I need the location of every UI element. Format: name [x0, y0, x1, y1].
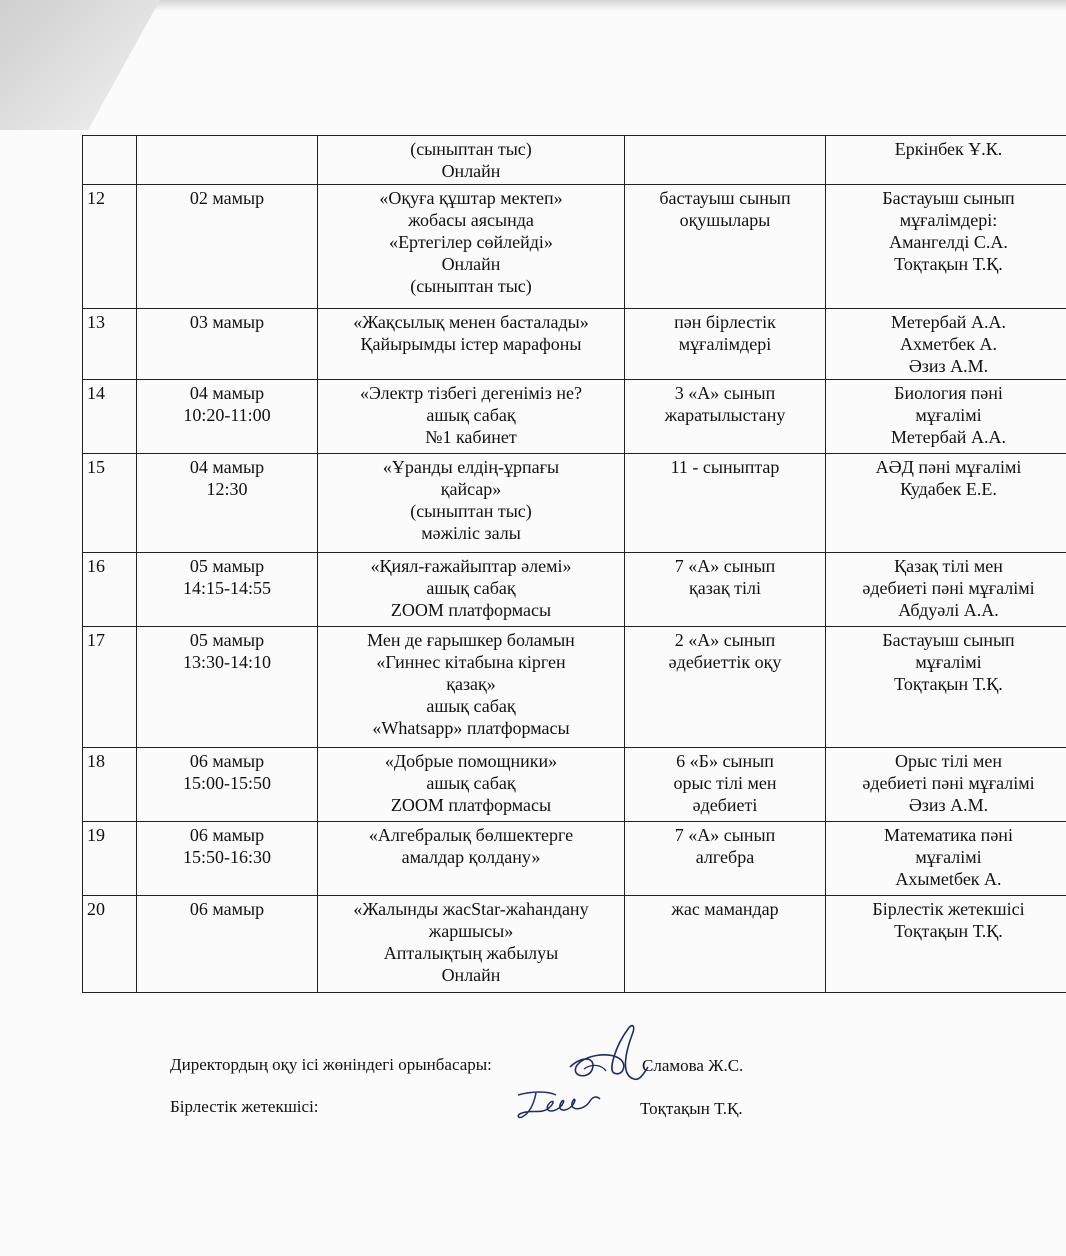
- event-responsible-line: Әзиз А.М.: [908, 356, 989, 376]
- event-responsible-line: АӘД пәні мұғалімі: [875, 457, 1022, 477]
- event-participants: [625, 822, 826, 896]
- event-title-line: қазақ»: [446, 674, 496, 694]
- deputy-name: Сламова Ж.С.: [642, 1056, 744, 1075]
- row-number: [83, 454, 137, 553]
- event-responsible-line: Ахымetбек А.: [895, 869, 1002, 889]
- event-responsible: [826, 136, 1066, 185]
- event-responsible-line: Тоқтақын Т.Қ.: [894, 921, 1003, 941]
- event-participants-line: оқушылары: [679, 210, 771, 230]
- event-title-line: Апталықтың жабылуы: [383, 943, 559, 963]
- event-date: [137, 309, 318, 380]
- event-participants: [625, 380, 826, 454]
- head-signature: [512, 1085, 607, 1125]
- event-title-line: ашық сабақ: [426, 578, 516, 598]
- event-participants: [625, 185, 826, 309]
- event-responsible-line: Метербай А.А.: [891, 427, 1006, 447]
- event-title-line: №1 кабинет: [425, 427, 517, 447]
- event-participants-line: 3 «А» сынып: [674, 383, 776, 403]
- event-date: [137, 553, 318, 627]
- event-date-line: 05 мамыр: [189, 556, 265, 576]
- event-participants-line: қазақ тілі: [689, 578, 761, 598]
- scan-edge-shadow: [0, 0, 1066, 10]
- event-responsible-line: әдебиеті пәні мұғалімі: [862, 773, 1035, 793]
- event-responsible-line: Амангелді С.А.: [889, 232, 1008, 252]
- event-participants: [625, 454, 826, 553]
- event-date-line: 12:30: [206, 479, 248, 499]
- row-number: [83, 553, 137, 627]
- event-date-line: 06 мамыр: [189, 751, 265, 771]
- event-responsible-line: Еркінбек Ұ.К.: [894, 139, 1003, 159]
- table-row: [83, 748, 1066, 822]
- event-title-line: «Жақсылық менен басталады»: [353, 312, 589, 332]
- event-date: [137, 380, 318, 454]
- event-date: [137, 822, 318, 896]
- event-responsible-line: Тоқтақын Т.Қ.: [894, 674, 1003, 694]
- event-responsible-line: Абдуәлі А.А.: [898, 600, 999, 620]
- event-responsible: [826, 380, 1066, 454]
- event-title-line: Қайырымды істер марафоны: [360, 334, 582, 354]
- row-number: [83, 896, 137, 993]
- event-date-line: 06 мамыр: [189, 899, 265, 919]
- event-participants-line: әдебиеті: [692, 795, 758, 815]
- event-date-line: 10:20-11:00: [183, 405, 271, 425]
- table-row: [83, 185, 1066, 309]
- event-responsible-line: мұғалімі: [915, 652, 982, 672]
- event-title-line: ZOOM платформасы: [390, 600, 552, 620]
- table-row: [83, 822, 1066, 896]
- row-number-line: 16: [87, 556, 105, 576]
- event-title-line: ашық сабақ: [426, 773, 516, 793]
- row-number: [83, 136, 137, 185]
- event-participants-line: алгебра: [695, 847, 755, 867]
- event-title: [318, 309, 625, 380]
- event-title-line: «Ертегілер сөйлейді»: [389, 232, 553, 252]
- event-participants-line: жаратылыстану: [664, 405, 786, 425]
- row-number: [83, 185, 137, 309]
- row-number: [83, 627, 137, 748]
- row-number: [83, 380, 137, 454]
- row-number-line: 17: [87, 630, 105, 650]
- deputy-label: Директордың оқу ісі жөніндегі орынбасары:: [170, 1055, 492, 1074]
- event-responsible-line: Кудабек Е.Е.: [900, 479, 997, 499]
- event-participants: [625, 136, 826, 185]
- head-name: Тоқтақын Т.Қ.: [640, 1099, 743, 1118]
- table-row: [83, 627, 1066, 748]
- event-responsible-line: Әзиз А.М.: [908, 795, 989, 815]
- event-title-line: «Добрые помощники»: [384, 751, 558, 771]
- event-participants-line: жас мамандар: [671, 899, 779, 919]
- schedule-table: [82, 135, 1066, 993]
- row-number-line: 18: [87, 751, 105, 771]
- event-participants: [625, 748, 826, 822]
- row-number-line: 20: [87, 899, 105, 919]
- event-responsible: [826, 553, 1066, 627]
- event-responsible-line: әдебиеті пәні мұғалімі: [862, 578, 1035, 598]
- event-title: [318, 380, 625, 454]
- event-title-line: амалдар қолдану»: [401, 847, 541, 867]
- event-title-line: «Жалынды жасStar-жаһандану: [353, 899, 589, 919]
- event-title-line: «Гиннес кітабына кірген: [376, 652, 566, 672]
- table-row: [83, 896, 1066, 993]
- event-title-line: ашық сабақ: [426, 405, 516, 425]
- event-title-line: (сыныптан тыс): [410, 501, 532, 521]
- event-participants-line: 11 - сыныптар: [670, 457, 780, 477]
- event-responsible-line: Тоқтақын Т.Қ.: [894, 254, 1003, 274]
- row-number-line: 12: [87, 188, 105, 208]
- event-date: [137, 748, 318, 822]
- table-row: [83, 136, 1066, 185]
- event-participants: [625, 627, 826, 748]
- event-title-line: «Электр тізбегі дегеніміз не?: [359, 383, 582, 403]
- event-participants-line: 6 «Б» сынып: [676, 751, 774, 771]
- event-participants-line: пән бірлестік: [674, 312, 776, 332]
- row-number-line: 13: [87, 312, 105, 332]
- event-title: [318, 136, 625, 185]
- deputy-signature: [562, 1015, 652, 1095]
- event-title-line: (сыныптан тыс): [410, 276, 532, 296]
- event-title-line: жаршысы»: [428, 921, 514, 941]
- event-responsible-line: Ахметбек А.: [900, 334, 997, 354]
- event-responsible: [826, 454, 1066, 553]
- row-number-line: 14: [87, 383, 105, 403]
- event-participants: [625, 309, 826, 380]
- event-date-line: 04 мамыр: [189, 383, 265, 403]
- event-responsible: [826, 627, 1066, 748]
- event-responsible: [826, 309, 1066, 380]
- event-date: [137, 136, 318, 185]
- event-title-line: «Алгебралық бөлшектерге: [368, 825, 574, 845]
- event-title: [318, 748, 625, 822]
- head-label: Бірлестік жетекшісі:: [170, 1097, 319, 1116]
- event-title-line: Мен де ғарышкер боламын: [367, 630, 575, 650]
- event-date-line: 13:30-14:10: [183, 652, 271, 672]
- table-row: [83, 454, 1066, 553]
- table-row: [83, 553, 1066, 627]
- event-title-line: мәжіліс залы: [421, 523, 521, 543]
- event-participants-line: бастауыш сынып: [659, 188, 791, 208]
- event-date: [137, 454, 318, 553]
- event-title-line: Онлайн: [441, 254, 501, 274]
- event-date-line: 05 мамыр: [189, 630, 265, 650]
- event-date-line: 06 мамыр: [189, 825, 265, 845]
- event-responsible: [826, 748, 1066, 822]
- event-responsible-line: Бастауыш сынып: [882, 188, 1015, 208]
- event-responsible-line: Математика пәні: [884, 825, 1013, 845]
- event-participants-line: 2 «А» сынып: [674, 630, 776, 650]
- event-responsible: [826, 822, 1066, 896]
- event-title-line: «Қиял-ғажайыптар әлемі»: [370, 556, 572, 576]
- table-row: [83, 380, 1066, 454]
- event-date-line: 14:15-14:55: [183, 578, 271, 598]
- event-date: [137, 185, 318, 309]
- event-title: [318, 454, 625, 553]
- event-title-line: қайсар»: [440, 479, 502, 499]
- event-responsible-line: Орыс тілі мен: [895, 751, 1002, 771]
- event-participants: [625, 553, 826, 627]
- event-title-line: «Оқуға құштар мектеп»: [379, 188, 563, 208]
- row-number-line: 19: [87, 825, 105, 845]
- event-responsible-line: Метербай А.А.: [891, 312, 1006, 332]
- event-title-line: (сыныптан тыс): [410, 139, 532, 159]
- event-responsible-line: Бірлестік жетекшісі: [872, 899, 1025, 919]
- event-date-line: 02 мамыр: [189, 188, 265, 208]
- event-title-line: Онлайн: [441, 965, 501, 985]
- event-date-line: 15:00-15:50: [183, 773, 271, 793]
- event-title-line: «Whatsapp» платформасы: [372, 718, 570, 738]
- event-responsible-line: мұғалімі: [915, 405, 982, 425]
- event-participants-line: 7 «А» сынып: [674, 556, 776, 576]
- event-title: [318, 896, 625, 993]
- event-title: [318, 822, 625, 896]
- event-participants-line: орыс тілі мен: [673, 773, 777, 793]
- event-title-line: «Ұранды елдің-ұрпағы: [382, 457, 560, 477]
- event-responsible-line: Қазақ тілі мен: [894, 556, 1003, 576]
- event-title-line: Онлайн: [441, 161, 501, 181]
- row-number-line: 15: [87, 457, 105, 477]
- event-participants-line: 7 «А» сынып: [674, 825, 776, 845]
- folded-corner: [0, 0, 160, 130]
- row-number: [83, 748, 137, 822]
- event-title: [318, 553, 625, 627]
- table-row: [83, 309, 1066, 380]
- event-date: [137, 896, 318, 993]
- event-title-line: жобасы аясында: [408, 210, 534, 230]
- row-number: [83, 822, 137, 896]
- event-date: [137, 627, 318, 748]
- row-number: [83, 309, 137, 380]
- event-participants-line: әдебиеттік оқу: [668, 652, 782, 672]
- event-responsible: [826, 896, 1066, 993]
- event-responsible: [826, 185, 1066, 309]
- event-date-line: 04 мамыр: [189, 457, 265, 477]
- event-title: [318, 627, 625, 748]
- event-participants: [625, 896, 826, 993]
- event-date-line: 15:50-16:30: [183, 847, 271, 867]
- event-responsible-line: Биология пәні: [894, 383, 1003, 403]
- event-title-line: ашық сабақ: [426, 696, 516, 716]
- event-participants-line: мұғалімдері: [678, 334, 772, 354]
- event-title: [318, 185, 625, 309]
- event-responsible-line: мұғалімі: [915, 847, 982, 867]
- event-title-line: ZOOM платформасы: [390, 795, 552, 815]
- event-date-line: 03 мамыр: [189, 312, 265, 332]
- event-responsible-line: мұғалімдері:: [899, 210, 998, 230]
- event-responsible-line: Бастауыш сынып: [882, 630, 1015, 650]
